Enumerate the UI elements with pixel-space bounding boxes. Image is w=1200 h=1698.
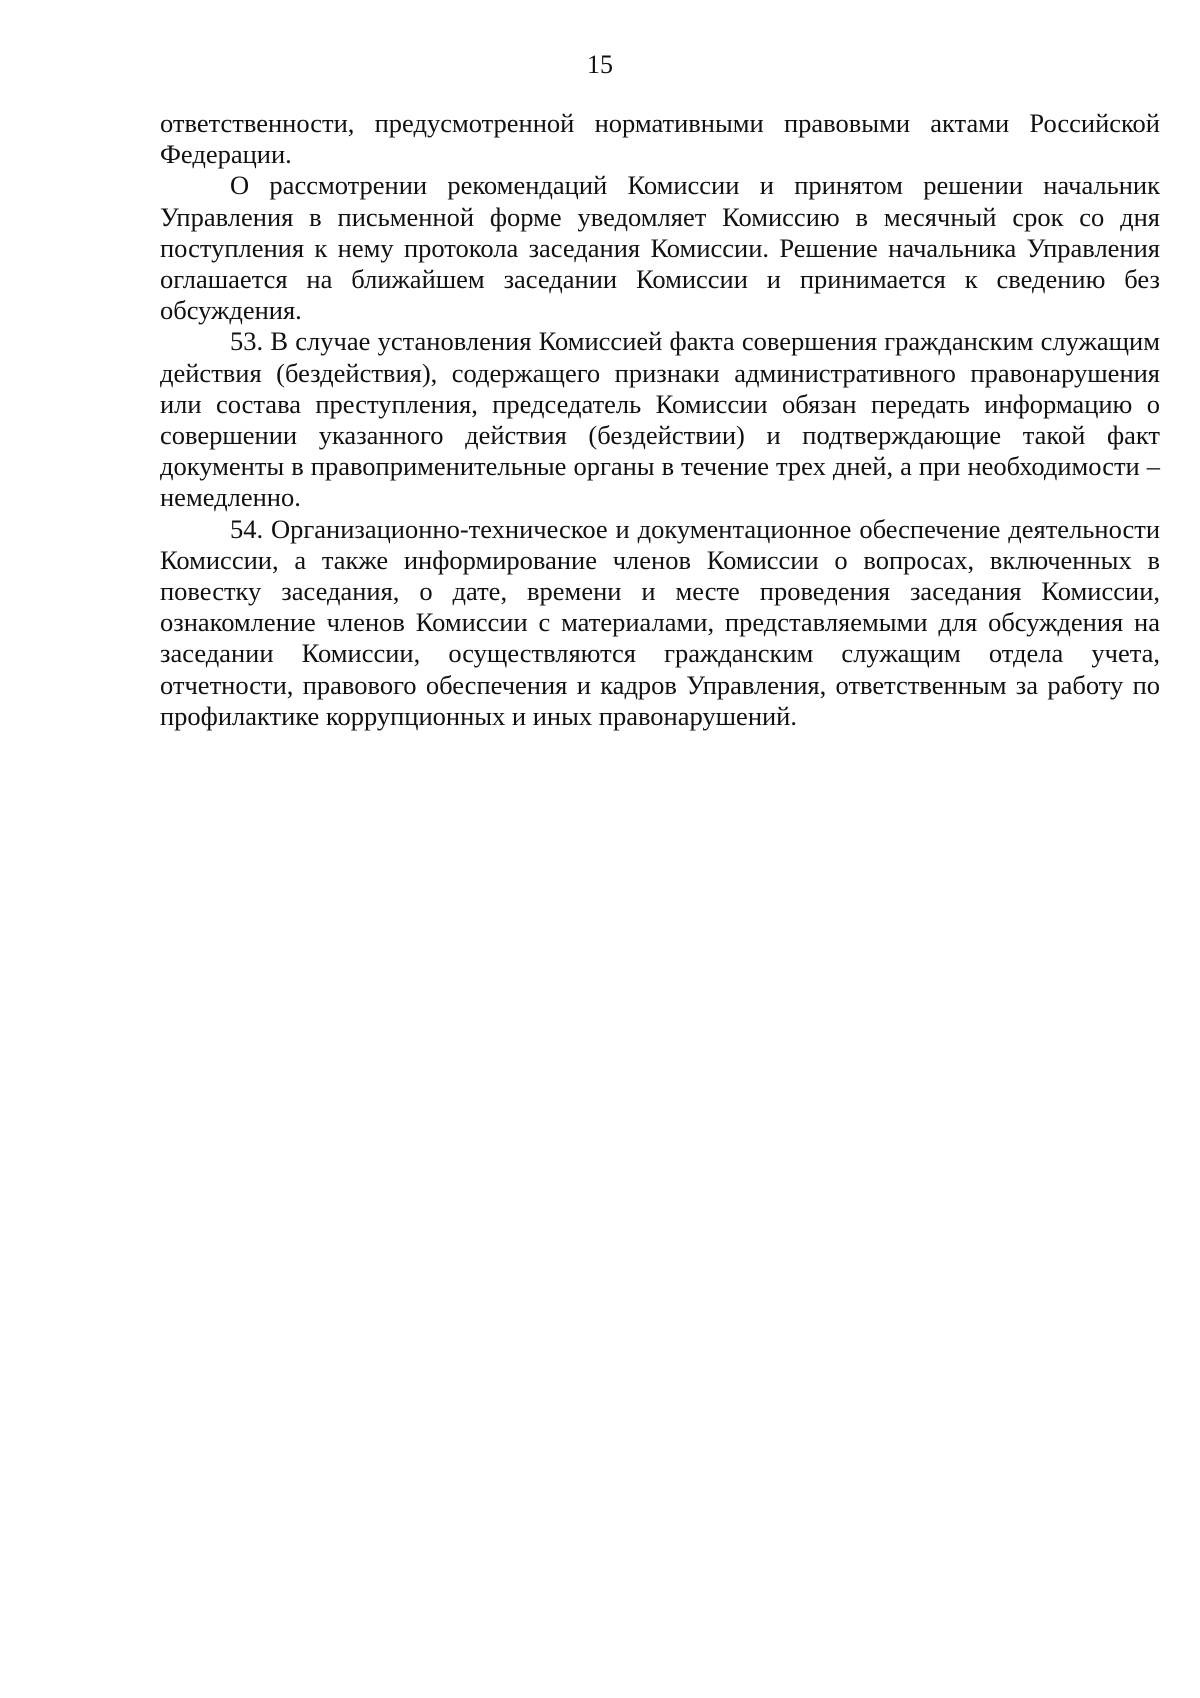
paragraph-item-54: 54. Организационно-техническое и документационное обеспечение деятельности Комиссии, а также информирование членов Комиссии о вопросах, включенных в повестку заседания, о дате, времени и месте проведения заседания Комиссии, ознакомление членов Комиссии с материалами, представляемыми для обсуждения на заседании Комиссии, осуществляются гражданским служащим отдела учета, отчетности, правового обеспечения и кадров Управления, ответственным за работу по профилактике коррупционных и иных правонарушений. <box>160 513 1160 731</box>
document-body <box>160 108 1160 732</box>
paragraph-continuation: ответственности, предусмотренной нормативными правовыми актами Российской Федерации. <box>160 108 1160 170</box>
page-number: 15 <box>587 50 613 79</box>
paragraph-commission-decision: О рассмотрении рекомендаций Комиссии и принятом решении начальник Управления в письменной форме уведомляет Комиссию в месячный срок со дня поступления к нему протокола заседания Комиссии. Решение начальника Управления оглашается на ближайшем заседании Комиссии и принимается к сведению без обсуждения. <box>160 170 1160 326</box>
paragraph-item-53: 53. В случае установления Комиссией факта совершения гражданским служащим действия (бездействия), содержащего признаки административного правонарушения или состава преступления, председатель Комиссии обязан передать информацию о совершении указанного действия (бездействии) и подтверждающие такой факт документы в правоприменительные органы в течение трех дней, а при необходимости – немедленно. <box>160 326 1160 513</box>
